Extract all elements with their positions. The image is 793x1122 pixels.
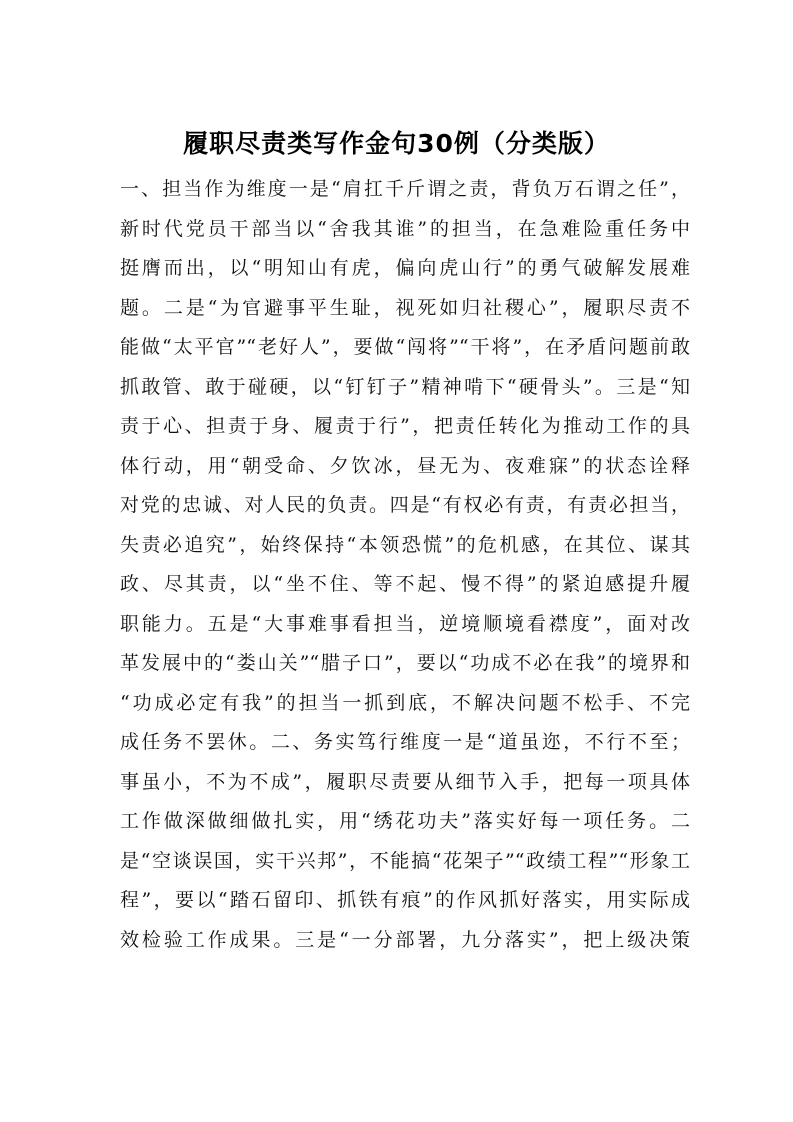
- body-line: “功成必定有我”的担当一抓到底，不解决问题不松手、不完: [120, 691, 690, 714]
- body-line: 能做“太平官”“老好人”，要做“闯将”“干将”，在矛盾问题前敢: [120, 336, 690, 358]
- body-line: 职能力。五是“大事难事看担当，逆境顺境看襟度”，面对改: [120, 612, 690, 635]
- document-title: 履职尽责类写作金句30例（分类版）: [183, 129, 610, 158]
- body-line: 革发展中的“娄山关”“腊子口”，要以“功成不必在我”的境界和: [120, 652, 690, 674]
- body-line: 题。二是“为官避事平生耻，视死如归社稷心”，履职尽责不: [120, 296, 690, 319]
- body-line: 一、担当作为维度一是“肩扛千斤谓之责，背负万石谓之任”，: [120, 178, 690, 200]
- body-line: 体行动，用“朝受命、夕饮冰，昼无为、夜难寐”的状态诠释: [120, 454, 690, 477]
- body-line: 失责必追究”，始终保持“本领恐慌”的危机感，在其位、谋其: [120, 533, 690, 556]
- body-line: 成任务不罢休。二、务实笃行维度一是“道虽迩，不行不至；: [120, 731, 690, 753]
- body-line: 对党的忠诚、对人民的负责。四是“有权必有责，有责必担当，: [120, 494, 690, 516]
- body-line: 效检验工作成果。三是“一分部署，九分落实”，把上级决策: [120, 928, 690, 951]
- body-line: 抓敢管、敢于碰硬，以“钉钉子”精神啃下“硬骨头”。三是“知: [120, 375, 690, 398]
- body-line: 程”，要以“踏石留印、抓铁有痕”的作风抓好落实，用实际成: [120, 889, 690, 911]
- body-line: 工作做深做细做扎实，用“绣花功夫”落实好每一项任务。二: [120, 810, 690, 832]
- body-line: 政、尽其责，以“坐不住、等不起、慢不得”的紧迫感提升履: [120, 573, 690, 595]
- body-line: 新时代党员干部当以“舍我其谁”的担当，在急难险重任务中: [120, 217, 690, 240]
- body-line: 责于心、担责于身、履责于行”，把责任转化为推动工作的具: [120, 415, 690, 437]
- document-body: [120, 170, 690, 960]
- body-line: 是“空谈误国，实干兴邦”，不能搞“花架子”“政绩工程”“形象工: [120, 849, 690, 872]
- body-line: 挺膺而出，以“明知山有虎，偏向虎山行”的勇气破解发展难: [120, 257, 690, 279]
- body-line: 事虽小，不为不成”，履职尽责要从细节入手，把每一项具体: [120, 770, 690, 793]
